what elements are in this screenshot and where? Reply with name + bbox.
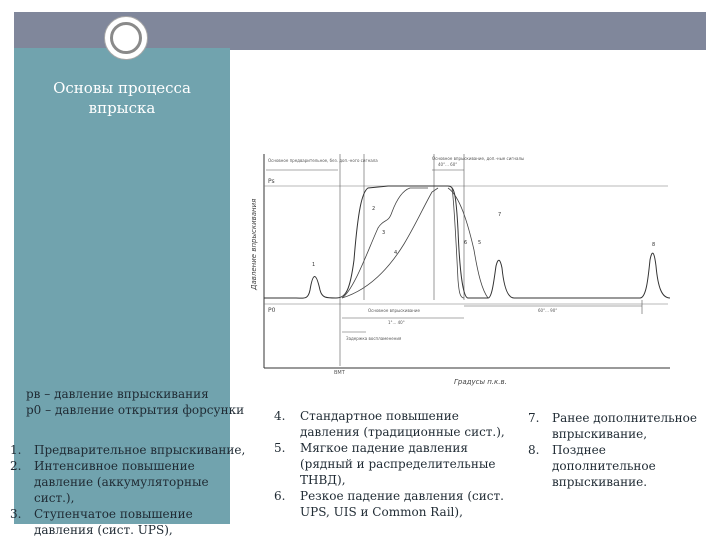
list-item-text: Ступенчатое повышение давления (сист. UPS), [34,507,193,537]
top-right-degrees: 40°... 60° [438,162,458,167]
list-item [274,488,514,520]
legend-ps: рв – давление впрыскивания [26,387,209,401]
curve-standard-rise [342,188,438,298]
y-axis-label: Давление впрыскивания [250,198,258,290]
curve-label-7: 7 [498,212,502,218]
list-item-number: 7. [528,411,540,425]
list-column-1 [10,442,246,538]
list-item [528,442,708,490]
curve-label-3: 3 [382,230,386,236]
list-item-number: 2. [10,459,22,473]
list-item [10,458,246,506]
injection-pressure-diagram [238,140,678,390]
pressure-legend [26,386,244,418]
p0-label: P0 [268,307,276,314]
logo-ring-icon [104,16,148,60]
list-item [274,440,514,488]
list-item-text: Интенсивное повышение давление (аккумуляторные сист.), [34,459,209,505]
list-item-text: Мягкое падение давления (рядный и распределительные ТНВД), [300,441,496,487]
curve-label-2: 2 [372,206,376,212]
bottom-right-degrees: 60°... 90° [538,308,558,313]
curve-stepped-rise [342,188,428,298]
curve-label-4: 4 [394,250,398,256]
top-left-annotation: Основное предварительное, без. доп.-ного сигнала [268,158,378,163]
slide-title [14,78,230,118]
list-item-text: Ранее дополнительное впрыскивание, [552,411,697,441]
curve-label-6: 6 [464,240,468,246]
slide-title-line2: впрыска [88,99,156,117]
list-item-number: 6. [274,489,286,503]
list-item [10,506,246,538]
bottom-mid-annotation: Основное впрыскивание [368,308,420,313]
list-item-text: Резкое падение давления (сист. UPS, UIS и Common Rail), [300,489,504,519]
list-item-text: Предварительное впрыскивание, [34,443,246,457]
list-item-number: 3. [10,507,22,521]
list-item [274,408,514,440]
x-axis-label: Градусы п.к.в. [454,378,507,386]
list-item-text: Позднее дополнительное впрыскивание. [552,443,656,489]
list-item-number: 4. [274,409,286,423]
list-item [10,442,246,458]
list-item-text: Стандартное повышение давления (традиционные сист.), [300,409,505,439]
legend-p0: р0 – давление открытия форсунки [26,403,245,417]
ps-label: Ps [268,178,275,185]
list-item-number: 5. [274,441,286,455]
curve-label-1: 1 [312,262,316,268]
list-column-2 [274,408,514,520]
list-item [528,410,708,442]
list-item-number: 8. [528,443,540,457]
bottom-mid-degrees: 1°... 40° [388,320,405,325]
curve-label-5: 5 [478,240,482,246]
top-right-annotation: Основное впрыскивание, доп.-ные сигналы [432,156,525,161]
tdc-label: ВМТ [334,370,345,376]
slide-title-line1: Основы процесса [53,79,191,97]
bottom-left-annotation: Задержка воспламенения [346,336,402,341]
list-item-number: 1. [10,443,22,457]
list-column-3 [528,410,708,490]
curve-label-8: 8 [652,242,656,248]
